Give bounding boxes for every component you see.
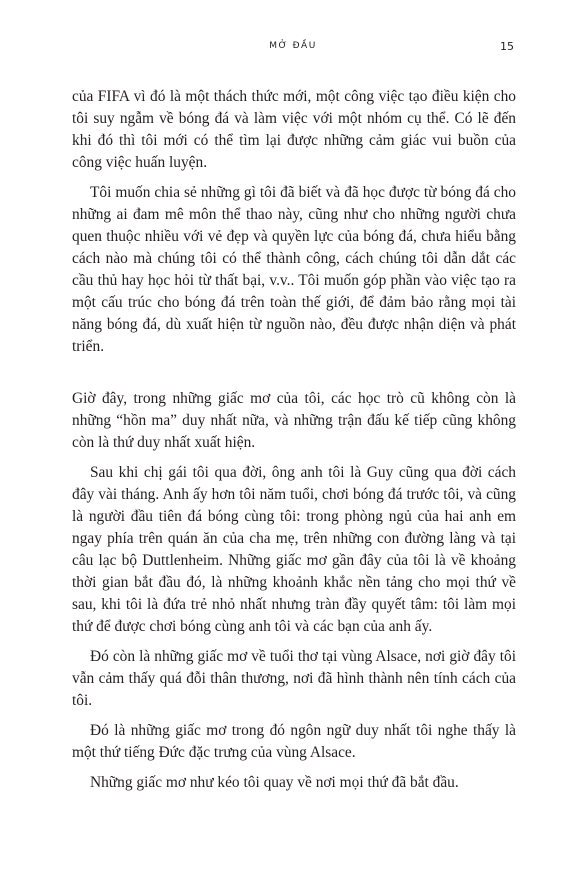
page-header	[0, 40, 586, 54]
paragraph-continued: của FIFA vì đó là một thách thức mới, một công việc tạo điều kiện cho tôi suy ngẫm về bóng đá và làm việc với một nhóm cụ thể. Có lẽ đến khi đó thì tôi mới có thể tìm lại được những cảm giác vui buồn của công việc huấn luyện.	[72, 88, 516, 171]
paragraph: Sau khi chị gái tôi qua đời, ông anh tôi là Guy cũng qua đời cách đây vài tháng. Anh ấy hơn tôi năm tuổi, chơi bóng đá trước tôi, và cũng là người đầu tiên đá bóng cùng tôi: trong phòng ngủ của hai anh em ngay phía trên quán ăn của cha mẹ, trên những con đường làng và tại câu lạc bộ Duttlenheim. Những giấc mơ gần đây của tôi là về khoảng thời gian bắt đầu đó, là những khoảnh khắc nền tảng cho mọi thứ về sau, khi tôi là đứa trẻ nhỏ nhất nhưng tràn đầy quyết tâm: tôi làm mọi thứ để được chơi bóng cùng anh tôi và các bạn của anh ấy.	[72, 464, 516, 635]
paragraph: Tôi muốn chia sẻ những gì tôi đã biết và đã học được từ bóng đá cho những ai đam mê môn thể thao này, cũng như cho những người chưa quen thuộc nhiều với vẻ đẹp và quyền lực của bóng đá, chưa hiểu bằng cách nào mà chúng tôi có thể thành công, cách chúng tôi dẫn dắt các cầu thủ hay học hỏi từ thất bại, v.v.. Tôi muốn góp phần vào việc tạo ra một cấu trúc cho bóng đá trên toàn thế giới, để đảm bảo rằng mọi tài năng bóng đá, dù xuất hiện từ nguồn nào, đều được nhận diện và phát triển.	[72, 184, 516, 355]
running-title: MỞ ĐẦU	[269, 41, 317, 51]
paragraph: Giờ đây, trong những giấc mơ của tôi, các học trò cũ không còn là những “hồn ma” duy nhất nữa, và những trận đấu kế tiếp cũng không còn là thứ duy nhất xuất hiện.	[72, 390, 516, 451]
paragraph: Những giấc mơ như kéo tôi quay về nơi mọi thứ đã bắt đầu.	[90, 774, 459, 791]
paragraph: Đó là những giấc mơ trong đó ngôn ngữ duy nhất tôi nghe thấy là một thứ tiếng Đức đặc trưng của vùng Alsace.	[72, 722, 516, 761]
body-text	[72, 86, 516, 802]
paragraph: Đó còn là những giấc mơ về tuổi thơ tại vùng Alsace, nơi giờ đây tôi vẫn cảm thấy quá đỗi thân thương, nơi đã hình thành nên tính cách của tôi.	[72, 648, 516, 709]
section-break	[72, 366, 516, 388]
page-number: 15	[500, 40, 514, 53]
